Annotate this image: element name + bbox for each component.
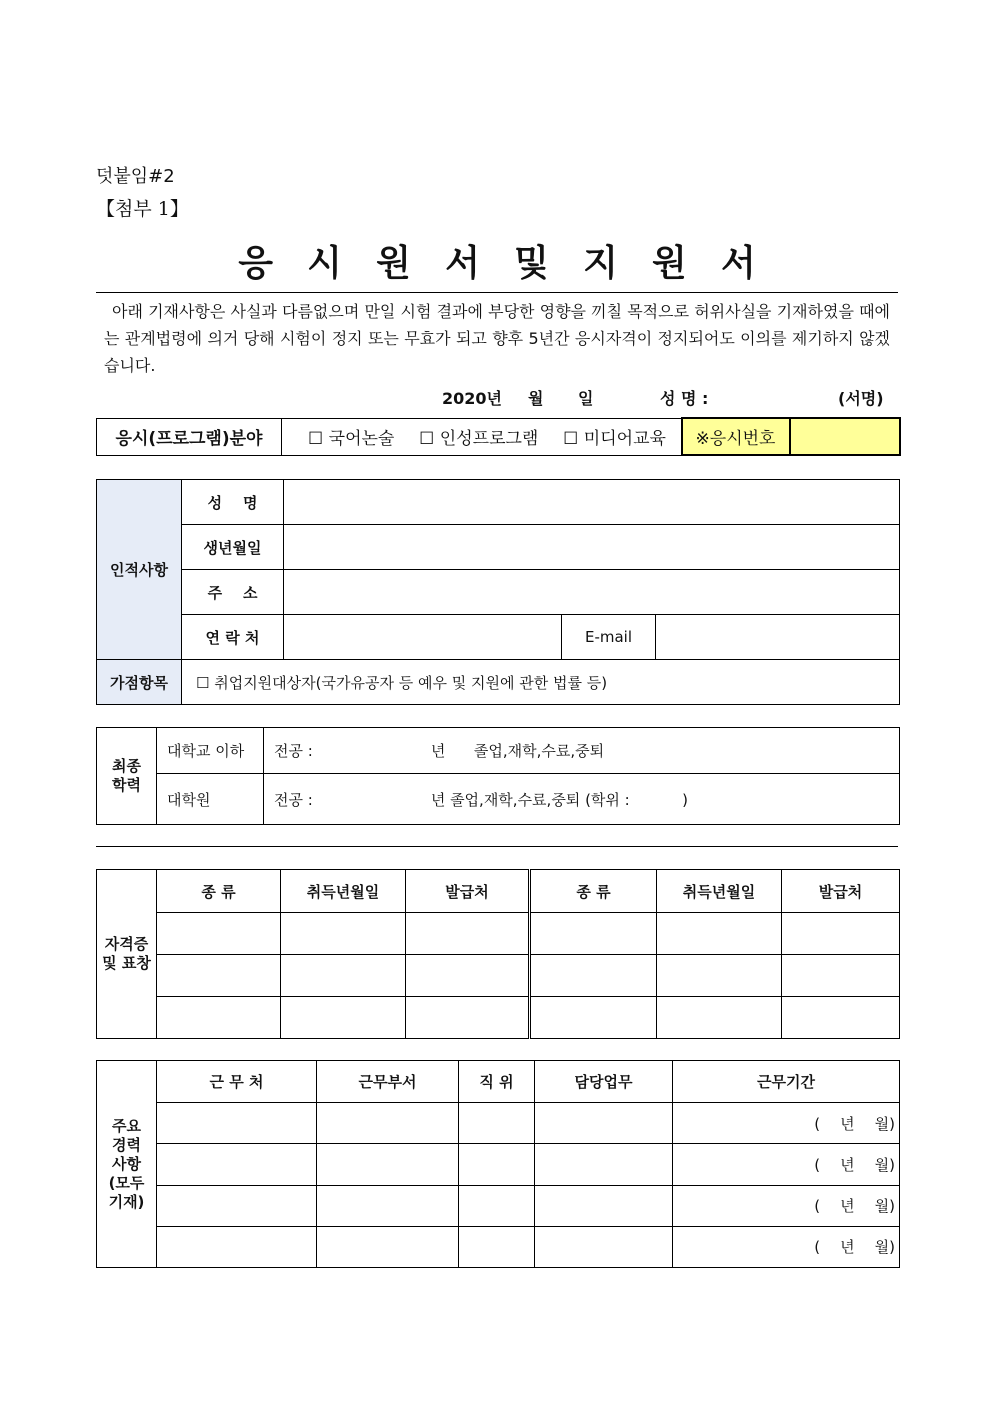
cert-header-date: 취득년월일 [657, 870, 782, 913]
period-year: 년 [840, 1197, 855, 1216]
edu-row-undergrad[interactable] [264, 728, 900, 774]
career-header-department: 근무부서 [317, 1061, 459, 1103]
table-cell[interactable] [535, 1144, 673, 1185]
education-table [96, 727, 900, 825]
table-cell[interactable] [157, 913, 281, 955]
edu-level-undergrad: 대학교 이하 [157, 728, 264, 774]
sign-signature-label: (서명) [838, 389, 884, 408]
table-cell[interactable] [157, 1144, 317, 1185]
email-label: E-mail [562, 615, 656, 660]
table-row [97, 1185, 900, 1226]
personal-section-label: 인적사항 [97, 480, 182, 660]
option-media-education[interactable]: ☐ 미디어교육 [563, 429, 666, 449]
option-personality-program[interactable]: ☐ 인성프로그램 [419, 429, 539, 449]
edu-row-grad[interactable] [264, 774, 900, 825]
bonus-label: 가점항목 [97, 660, 182, 705]
edu-major-label: 전공 : [274, 790, 313, 809]
birth-label: 생년월일 [182, 525, 284, 570]
table-cell[interactable] [406, 955, 530, 997]
table-cell[interactable] [782, 955, 900, 997]
table-row [97, 997, 900, 1039]
table-cell[interactable] [657, 997, 782, 1039]
name-field[interactable] [284, 480, 900, 525]
table-cell[interactable] [157, 1103, 317, 1144]
sign-month: 월 [528, 389, 544, 408]
table-row [97, 1103, 900, 1144]
table-cell[interactable] [535, 1103, 673, 1144]
field-table [96, 417, 901, 456]
period-month: 월) [874, 1197, 895, 1216]
table-cell[interactable] [317, 1103, 459, 1144]
table-row [97, 1226, 900, 1267]
edu-status-text: 년 졸업,재학,수료,중퇴 [430, 742, 605, 760]
period-year: 년 [840, 1155, 855, 1174]
table-cell[interactable] [157, 1185, 317, 1226]
career-header-period: 근무기간 [673, 1061, 900, 1103]
pledge-text: 아래 기재사항은 사실과 다름없으며 만일 시험 결과에 부당한 영향을 끼칠 목적으로 허위사실을 기재하였을 때에는 관계법령에 의거 당해 시험이 정지 또는 무효가 되고 향후 5년간 응시자격이 정지되어도 이의를 제기하지 않겠습니다. [104, 302, 890, 375]
table-cell[interactable] [530, 913, 657, 955]
edu-level-grad: 대학원 [157, 774, 264, 825]
table-cell[interactable] [459, 1144, 535, 1185]
sign-day: 일 [578, 389, 594, 408]
field-options [282, 418, 682, 455]
annex-label: 【첨부 1】 [96, 198, 189, 220]
table-cell[interactable] [782, 913, 900, 955]
period-month: 월) [874, 1238, 895, 1257]
period-year: 년 [840, 1238, 855, 1257]
edu-status-text: 년 졸업,재학,수료,중퇴 (학위 : ) [430, 790, 689, 809]
certificates-section-label: 자격증 및 표창 [97, 870, 157, 1039]
field-label: 응시(프로그램)분야 [97, 418, 282, 455]
table-cell[interactable] [535, 1185, 673, 1226]
table-cell[interactable] [317, 1185, 459, 1226]
period-open: ( [814, 1238, 821, 1257]
table-row [97, 913, 900, 955]
address-field[interactable] [284, 570, 900, 615]
table-cell[interactable] [782, 997, 900, 1039]
cert-header-type: 종 류 [157, 870, 281, 913]
table-row [97, 955, 900, 997]
period-year: 년 [840, 1114, 855, 1133]
education-section-label: 최종 학력 [97, 728, 157, 825]
cert-header-issuer: 발급처 [406, 870, 530, 913]
certificates-table [96, 869, 900, 1039]
table-cell[interactable] [157, 955, 281, 997]
period-open: ( [814, 1197, 821, 1216]
cert-header-type: 종 류 [530, 870, 657, 913]
sign-year: 2020년 [442, 389, 502, 408]
career-period-cell[interactable] [673, 1226, 900, 1267]
exam-number-field[interactable] [790, 418, 900, 455]
edu-major-label: 전공 : [274, 742, 313, 760]
table-cell[interactable] [317, 1144, 459, 1185]
table-cell[interactable] [459, 1103, 535, 1144]
address-label: 주 소 [182, 570, 284, 615]
period-month: 월) [874, 1155, 895, 1174]
table-row [97, 1144, 900, 1185]
option-korean-essay[interactable]: ☐ 국어논술 [308, 429, 395, 449]
cert-header-issuer: 발급처 [782, 870, 900, 913]
period-month: 월) [874, 1114, 895, 1133]
email-field[interactable] [656, 615, 900, 660]
table-cell[interactable] [657, 913, 782, 955]
birth-field[interactable] [284, 525, 900, 570]
career-period-cell[interactable] [673, 1144, 900, 1185]
attachment-label: 덧붙임#2 [96, 166, 175, 187]
table-cell[interactable] [317, 1226, 459, 1267]
career-period-cell[interactable] [673, 1103, 900, 1144]
period-open: ( [814, 1155, 821, 1174]
sign-name-label: 성 명 : [660, 389, 709, 408]
career-header-workplace: 근 무 처 [157, 1061, 317, 1103]
table-cell[interactable] [281, 997, 406, 1039]
contact-label: 연 락 처 [182, 615, 284, 660]
table-cell[interactable] [281, 913, 406, 955]
personal-table [96, 479, 900, 705]
career-period-cell[interactable] [673, 1185, 900, 1226]
table-cell[interactable] [657, 955, 782, 997]
table-cell[interactable] [459, 1226, 535, 1267]
table-cell[interactable] [530, 955, 657, 997]
table-cell[interactable] [530, 997, 657, 1039]
contact-field[interactable] [284, 615, 562, 660]
table-cell[interactable] [281, 955, 406, 997]
cert-header-date: 취득년월일 [281, 870, 406, 913]
table-cell[interactable] [459, 1185, 535, 1226]
career-header-position: 직 위 [459, 1061, 535, 1103]
exam-number-label: ※응시번호 [682, 418, 790, 455]
name-label: 성 명 [182, 480, 284, 525]
career-section-label: 주요 경력 사항 (모두 기재) [97, 1061, 157, 1268]
table-cell[interactable] [406, 997, 530, 1039]
table-cell[interactable] [406, 913, 530, 955]
period-open: ( [814, 1114, 821, 1133]
bonus-option[interactable]: ☐ 취업지원대상자(국가유공자 등 예우 및 지원에 관한 법률 등) [182, 660, 900, 705]
table-cell[interactable] [157, 997, 281, 1039]
table-cell[interactable] [535, 1226, 673, 1267]
career-header-duty: 담당업무 [535, 1061, 673, 1103]
title-rule [96, 292, 898, 293]
table-cell[interactable] [157, 1226, 317, 1267]
career-table [96, 1060, 900, 1268]
section-divider [96, 846, 898, 847]
form-title: 응시원서및지원서 [238, 242, 790, 284]
